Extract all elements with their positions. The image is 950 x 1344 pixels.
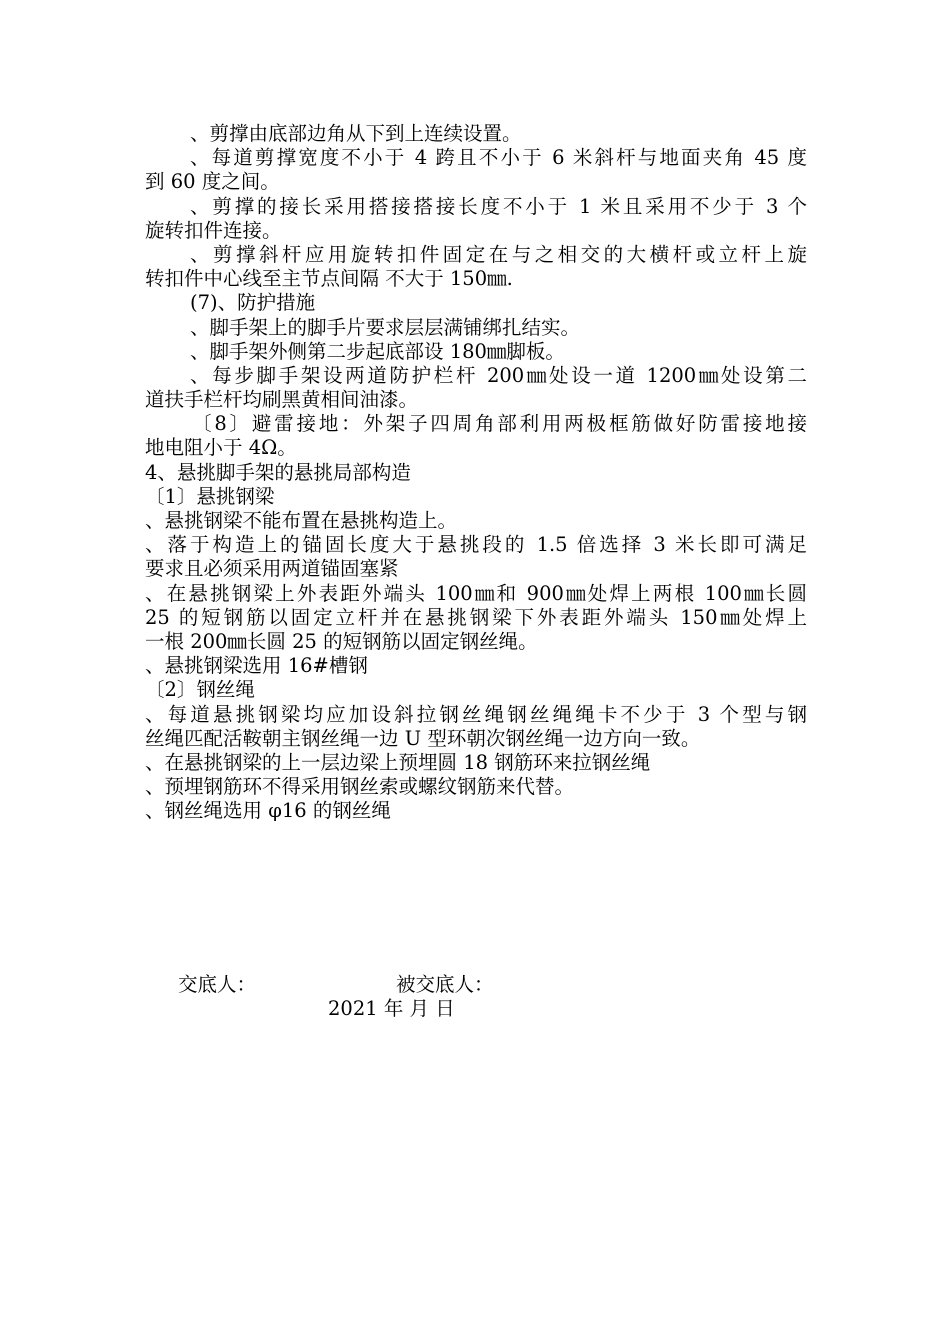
handover-receiver-label: 被交底人： [396,973,494,996]
paragraph-line: 、每道剪撑宽度不小于 4 跨且不小于 6 米斜杆与地面夹角 45 度 [190,146,807,170]
document-body [145,122,807,823]
paragraph-line: 、预埋钢筋环不得采用钢丝索或螺纹钢筋来代替。 [145,775,575,799]
paragraph-line: 、在悬挑钢梁的上一层边梁上预埋圆 18 钢筋环来拉钢丝绳 [145,750,651,774]
paragraph-line: 道扶手栏杆均刷黑黄相间油漆。 [145,388,419,412]
paragraph-line: 、每道悬挑钢梁均应加设斜拉钢丝绳钢丝绳绳卡不少于 3 个型与钢 [145,702,807,726]
subsection-heading: 〔2〕钢丝绳 [145,678,255,702]
paragraph-line: 、脚手架上的脚手片要求层层满铺绑扎结实。 [190,315,581,339]
paragraph-line: 、在悬挑钢梁上外表距外端头 100㎜和 900㎜处焊上两根 100㎜长圆 [145,581,807,605]
paragraph-line: 旋转扣件连接。 [145,218,282,242]
paragraph-line: 丝绳匹配活鞍朝主钢丝绳一边 U 型环朝次钢丝绳一边方向一致。 [145,726,701,750]
paragraph-line: 、悬挑钢梁不能布置在悬挑构造上。 [145,509,458,532]
paragraph-line: 、每步脚手架设两道防护栏杆 200㎜处设一道 1200㎜处设第二 [190,363,807,387]
paragraph-line: 转扣件中心线至主节点间隔 不大于 150㎜. [145,267,513,291]
paragraph-line: 、脚手架外侧第二步起底部设 180㎜脚板。 [190,339,565,363]
paragraph-line: 、钢丝绳选用 φ16 的钢丝绳 [145,799,391,823]
paragraph-line: 到 60 度之间。 [145,170,280,194]
paragraph-line: 一根 200㎜长圆 25 的短钢筋以固定钢丝绳。 [145,629,538,653]
signature-date: 2021 年 月 日 [328,997,455,1020]
subsection-heading: 〔1〕悬挑钢梁 [145,484,275,508]
section-heading: 4、悬挑脚手架的悬挑局部构造 [145,460,411,484]
paragraph-line: 地电阻小于 4Ω。 [145,436,297,460]
paragraph-line: 、剪撑斜杆应用旋转扣件固定在与之相交的大横杆或立杆上旋 [190,242,807,266]
paragraph-line: 、剪撑由底部边角从下到上连续设置。 [190,122,522,145]
paragraph-line: 要求且必须采用两道锚固塞紧 [145,557,399,581]
handover-giver-label: 交底人： [178,973,257,996]
paragraph-line: 25 的短钢筋以固定立杆并在悬挑钢梁下外表距外端头 150㎜处焊上 [145,605,807,629]
paragraph-line: 、落于构造上的锚固长度大于悬挑段的 1.5 倍选择 3 米长即可满足 [145,533,807,557]
paragraph-line: 、剪撑的接长采用搭接搭接长度不小于 1 米且采用不少于 3 个 [190,194,807,218]
section-heading: (7)、防护措施 [190,291,316,315]
paragraph-line: 、悬挑钢梁选用 16#槽钢 [145,654,368,678]
paragraph-line: 〔8〕避雷接地：外架子四周角部利用两极框筋做好防雷接地接 [192,412,807,436]
